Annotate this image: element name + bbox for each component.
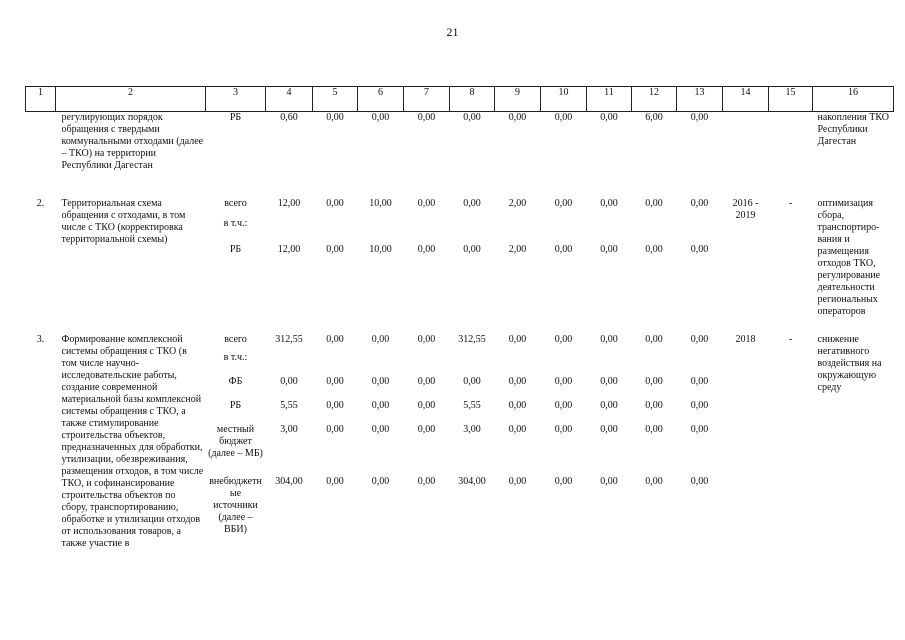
value-cell: 0,00 <box>326 423 344 435</box>
value-cell: 0,00 <box>645 197 663 209</box>
value-cell: 12,00 <box>277 197 301 209</box>
dash-cell: - <box>788 197 793 209</box>
value-cell <box>266 218 313 244</box>
value-cell: 0,00 <box>463 243 481 255</box>
funding-source: РБ <box>229 112 242 123</box>
value-cell: 2,00 <box>508 243 527 255</box>
value-cell: 0,00 <box>326 333 344 345</box>
measure-description: регулирующих порядок обращения с твердыми коммунальными отходами (далее – ТКО) на территории Республики Дагестан <box>61 112 204 171</box>
value-cell: 10,00 <box>369 197 392 209</box>
funding-source: РБ <box>229 243 242 255</box>
value-cell: 0,00 <box>554 243 573 255</box>
header-cell-2: 2 <box>56 87 206 112</box>
value-cell: 0,00 <box>371 423 390 435</box>
value-cell: 0,00 <box>463 197 481 209</box>
table-row <box>26 112 894 192</box>
value-cell: 0,00 <box>280 375 298 387</box>
value-cell: 0,00 <box>417 333 436 345</box>
value-cell: 0,00 <box>554 375 573 387</box>
value-cell <box>677 352 723 376</box>
funding-source: ФБ <box>228 375 243 387</box>
measure-description: Формирование комплексной системы обращения с ТКО (в том числе научно-исследовательские работы, создание современной материальной базы комплексной системы обращения с ТКО, а также стимулирование строительства объектов, предназначенных для обработки, утилизации, обезвреживания, размещения отходов, в том числе ТКО, и софинансирование строительства объектов по сбору, транспортированию, обработке и утилизации отходов от использования товаров, а также участие в <box>61 333 204 549</box>
value-cell: 0,00 <box>690 333 709 345</box>
table-row <box>26 192 894 218</box>
value-cell: 0,00 <box>371 475 390 487</box>
value-cell: 0,00 <box>600 475 618 487</box>
value-cell: 0,00 <box>690 423 709 435</box>
funding-source: внебюджетные источники (далее – ВБИ) <box>209 475 262 535</box>
implementation-period <box>723 112 769 192</box>
value-cell: 12,00 <box>277 243 301 255</box>
header-cell-16: 16 <box>813 87 894 112</box>
header-cell-4: 4 <box>266 87 313 112</box>
funding-source: местный бюджет (далее – МБ) <box>208 423 263 459</box>
value-cell: 312,55 <box>458 333 486 345</box>
value-cell: 0,00 <box>508 112 527 123</box>
expected-result: снижение негативного воздействия на окружающую среду <box>817 333 882 393</box>
page-number: 21 <box>446 25 459 39</box>
header-cell-8: 8 <box>450 87 495 112</box>
value-cell: 0,60 <box>280 112 298 123</box>
value-cell: 0,00 <box>417 197 436 209</box>
table-row <box>26 328 894 352</box>
value-cell: 10,00 <box>369 243 392 255</box>
value-cell: 0,00 <box>690 112 709 123</box>
header-row <box>26 87 894 112</box>
implementation-period: 2018 <box>735 333 756 345</box>
header-cell-10: 10 <box>541 87 587 112</box>
header-cell-5: 5 <box>313 87 358 112</box>
value-cell: 0,00 <box>690 475 709 487</box>
value-cell: 0,00 <box>600 399 618 411</box>
dash-cell: - <box>788 333 793 345</box>
program-table <box>25 86 894 552</box>
funding-source: всего <box>224 333 247 345</box>
implementation-period: 2016 - 2019 <box>732 197 759 221</box>
value-cell: 0,00 <box>645 399 663 411</box>
value-cell: 0,00 <box>690 197 709 209</box>
value-cell <box>358 352 404 376</box>
header-cell-9: 9 <box>495 87 541 112</box>
value-cell: 5,55 <box>280 399 298 411</box>
value-cell: 3,00 <box>280 423 298 435</box>
value-cell: 0,00 <box>417 399 436 411</box>
value-cell <box>313 218 358 244</box>
value-cell: 0,00 <box>600 112 618 123</box>
value-cell: 0,00 <box>417 375 436 387</box>
value-cell: 0,00 <box>417 475 436 487</box>
value-cell: 0,00 <box>600 243 618 255</box>
value-cell <box>358 218 404 244</box>
value-cell: 0,00 <box>645 475 663 487</box>
value-cell <box>587 218 632 244</box>
value-cell <box>541 352 587 376</box>
row-index <box>26 112 56 192</box>
value-cell: 0,00 <box>645 243 663 255</box>
value-cell: 0,00 <box>371 399 390 411</box>
value-cell: 0,00 <box>326 112 344 123</box>
value-cell <box>495 352 541 376</box>
value-cell: 0,00 <box>554 423 573 435</box>
dash-cell <box>769 112 813 192</box>
value-cell <box>587 352 632 376</box>
expected-result: оптимизация сбора, транспортиро-вания и размещения отходов ТКО, регулирование деятельности региональных операторов <box>817 197 881 317</box>
value-cell <box>632 352 677 376</box>
value-cell: 0,00 <box>326 243 344 255</box>
funding-source: в т.ч.: <box>223 351 248 363</box>
value-cell: 0,00 <box>463 112 481 123</box>
value-cell: 0,00 <box>508 475 527 487</box>
header-cell-1: 1 <box>26 87 56 112</box>
header-cell-14: 14 <box>723 87 769 112</box>
value-cell: 0,00 <box>554 112 573 123</box>
value-cell: 0,00 <box>463 375 481 387</box>
value-cell <box>450 352 495 376</box>
value-cell: 0,00 <box>600 333 618 345</box>
value-cell: 5,55 <box>463 399 481 411</box>
value-cell: 0,00 <box>326 475 344 487</box>
value-cell: 0,00 <box>508 399 527 411</box>
measure-description: Территориальная схема обращения с отходами, в том числе с ТКО (корректировка территориальной схемы) <box>61 197 186 245</box>
funding-source: всего <box>224 197 247 209</box>
header-cell-3: 3 <box>206 87 266 112</box>
row-index: 3. <box>36 333 45 345</box>
value-cell: 0,00 <box>600 423 618 435</box>
value-cell <box>677 218 723 244</box>
value-cell: 304,00 <box>275 475 303 487</box>
value-cell: 0,00 <box>326 399 344 411</box>
value-cell: 0,00 <box>554 333 573 345</box>
value-cell <box>632 218 677 244</box>
table-body <box>26 112 894 552</box>
header-cell-13: 13 <box>677 87 723 112</box>
header-cell-15: 15 <box>769 87 813 112</box>
value-cell <box>495 218 541 244</box>
value-cell: 0,00 <box>690 399 709 411</box>
value-cell: 3,00 <box>463 423 481 435</box>
value-cell: 0,00 <box>645 333 663 345</box>
value-cell: 0,00 <box>600 197 618 209</box>
funding-source: РБ <box>229 399 242 411</box>
value-cell <box>313 352 358 376</box>
value-cell: 2,00 <box>508 197 527 209</box>
funding-source: в т.ч.: <box>223 217 248 229</box>
header-cell-7: 7 <box>404 87 450 112</box>
value-cell: 0,00 <box>554 197 573 209</box>
value-cell: 0,00 <box>371 333 390 345</box>
value-cell: 0,00 <box>600 375 618 387</box>
value-cell: 312,55 <box>275 333 303 345</box>
value-cell: 6,00 <box>645 112 663 123</box>
value-cell: 0,00 <box>645 423 663 435</box>
value-cell <box>541 218 587 244</box>
value-cell: 0,00 <box>371 375 390 387</box>
header-cell-6: 6 <box>358 87 404 112</box>
header-cell-11: 11 <box>587 87 632 112</box>
value-cell: 0,00 <box>371 112 390 123</box>
value-cell: 0,00 <box>508 333 527 345</box>
value-cell: 0,00 <box>508 423 527 435</box>
value-cell: 0,00 <box>417 112 436 123</box>
value-cell <box>266 352 313 376</box>
value-cell: 0,00 <box>645 375 663 387</box>
value-cell: 0,00 <box>690 243 709 255</box>
value-cell: 0,00 <box>326 197 344 209</box>
value-cell: 0,00 <box>326 375 344 387</box>
value-cell <box>404 352 450 376</box>
row-index: 2. <box>36 197 45 209</box>
header-cell-12: 12 <box>632 87 677 112</box>
value-cell: 0,00 <box>690 375 709 387</box>
expected-result: накопления ТКО Республики Дагестан <box>817 112 889 147</box>
value-cell: 0,00 <box>508 375 527 387</box>
value-cell: 0,00 <box>417 423 436 435</box>
value-cell <box>450 218 495 244</box>
value-cell: 0,00 <box>417 243 436 255</box>
value-cell: 304,00 <box>458 475 486 487</box>
value-cell: 0,00 <box>554 399 573 411</box>
value-cell <box>404 218 450 244</box>
value-cell: 0,00 <box>554 475 573 487</box>
